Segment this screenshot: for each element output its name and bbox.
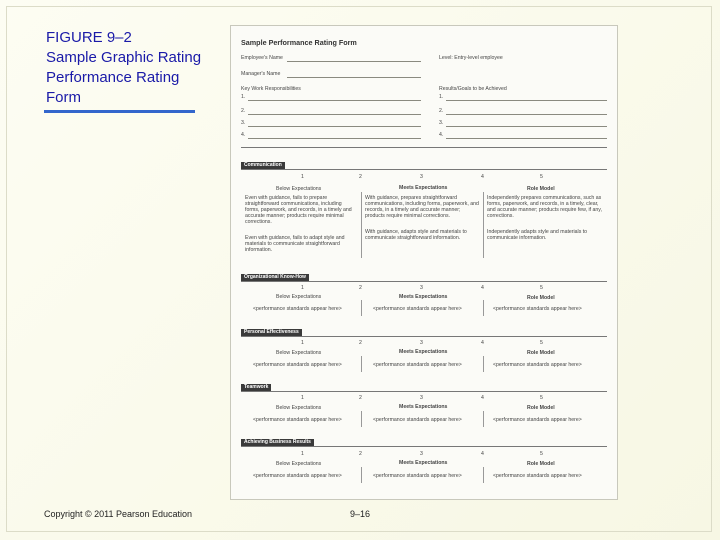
- column-divider: [361, 192, 362, 258]
- responsibility-number: 4.: [241, 132, 246, 138]
- column-meets-expectations: Meets Expectations: [399, 294, 448, 300]
- standards-placeholder: <performance standards appear here>: [253, 306, 342, 312]
- column-meets-expectations: Meets Expectations: [399, 185, 448, 191]
- scale-3: 3: [420, 451, 423, 457]
- figure-number: FIGURE 9–2: [46, 29, 132, 46]
- result-number: 2.: [439, 108, 444, 114]
- responsibility-line: [248, 100, 421, 101]
- scale-5: 5: [540, 285, 543, 291]
- column-divider: [361, 300, 362, 316]
- column-divider: [361, 467, 362, 483]
- section-organizational-know-how: Organizational Know-How: [241, 274, 309, 281]
- scale-5: 5: [540, 451, 543, 457]
- standards-placeholder: <performance standards appear here>: [373, 417, 462, 423]
- column-divider: [483, 300, 484, 316]
- section-achieving-business-results: Achieving Business Results: [241, 439, 314, 446]
- column-divider: [483, 467, 484, 483]
- scale-5: 5: [540, 174, 543, 180]
- page-number: 9–16: [350, 509, 371, 519]
- column-below-expectations: Below Expectations: [276, 294, 322, 300]
- standards-placeholder: <performance standards appear here>: [373, 306, 462, 312]
- result-line: [446, 126, 607, 127]
- column-meets-expectations: Meets Expectations: [399, 404, 448, 410]
- communication-meets-text: With guidance, adapts style and materials to communicate straightforward information.: [365, 229, 467, 241]
- employee-name-label: Employee's Name: [241, 55, 283, 61]
- section-rule: [241, 391, 607, 392]
- result-line: [446, 138, 607, 139]
- section-teamwork: Teamwork: [241, 384, 271, 391]
- scale-5: 5: [540, 395, 543, 401]
- column-role-model: Role Model: [527, 295, 555, 301]
- column-below-expectations: Below Expectations: [276, 186, 322, 192]
- key-work-label: Key Work Responsibilities: [241, 86, 301, 92]
- responsibility-number: 2.: [241, 108, 246, 114]
- column-divider: [361, 356, 362, 372]
- result-number: 1.: [439, 94, 444, 100]
- column-meets-expectations: Meets Expectations: [399, 349, 448, 355]
- performance-rating-form: [230, 25, 618, 500]
- scale-4: 4: [481, 340, 484, 346]
- column-role-model: Role Model: [527, 350, 555, 356]
- standards-placeholder: <performance standards appear here>: [253, 473, 342, 479]
- result-line: [446, 100, 607, 101]
- column-below-expectations: Below Expectations: [276, 461, 322, 467]
- standards-placeholder: <performance standards appear here>: [493, 306, 582, 312]
- column-divider: [483, 356, 484, 372]
- section-personal-effectiveness: Personal Effectiveness: [241, 329, 302, 336]
- scale-2: 2: [359, 451, 362, 457]
- column-divider: [361, 411, 362, 427]
- scale-4: 4: [481, 174, 484, 180]
- responsibility-line: [248, 138, 421, 139]
- form-title: Sample Performance Rating Form: [241, 38, 357, 47]
- scale-1: 1: [301, 174, 304, 180]
- responsibility-line: [248, 126, 421, 127]
- result-number: 3.: [439, 120, 444, 126]
- communication-meets-text: With guidance, prepares straightforward communications, including forms, paperwork, and records, in a timely and accurate manner; products require minimal corrections.: [365, 195, 479, 219]
- communication-below-text: Even with guidance, fails to adapt style and materials to communicate straightforward information.: [245, 235, 345, 253]
- employee-name-line: [287, 61, 421, 62]
- level-label: Level: Entry-level employee: [439, 55, 503, 61]
- scale-1: 1: [301, 451, 304, 457]
- section-rule: [241, 281, 607, 282]
- communication-role-model-text: Independently adapts style and materials to communicate information.: [487, 229, 588, 241]
- column-role-model: Role Model: [527, 405, 555, 411]
- column-divider: [483, 411, 484, 427]
- standards-placeholder: <performance standards appear here>: [253, 417, 342, 423]
- figure-title: [46, 28, 216, 108]
- responsibility-number: 3.: [241, 120, 246, 126]
- scale-4: 4: [481, 451, 484, 457]
- section-rule: [241, 336, 607, 337]
- manager-name-line: [287, 77, 421, 78]
- column-meets-expectations: Meets Expectations: [399, 460, 448, 466]
- column-role-model: Role Model: [527, 186, 555, 192]
- scale-4: 4: [481, 285, 484, 291]
- column-below-expectations: Below Expectations: [276, 350, 322, 356]
- section-rule: [241, 446, 607, 447]
- title-underline: [44, 110, 195, 113]
- figure-caption: Sample Graphic Rating Performance Rating Form: [46, 49, 202, 106]
- standards-placeholder: <performance standards appear here>: [493, 362, 582, 368]
- communication-below-text: Even with guidance, fails to prepare straightforward communications, including forms, paperwork, and records, in a timely and accurate manner; products require minimal corrections.: [245, 195, 352, 225]
- result-line: [446, 114, 607, 115]
- scale-3: 3: [420, 395, 423, 401]
- section-communication: Communication: [241, 162, 285, 169]
- standards-placeholder: <performance standards appear here>: [493, 417, 582, 423]
- manager-name-label: Manager's Name: [241, 71, 281, 77]
- scale-2: 2: [359, 285, 362, 291]
- scale-2: 2: [359, 340, 362, 346]
- result-number: 4.: [439, 132, 444, 138]
- scale-3: 3: [420, 340, 423, 346]
- standards-placeholder: <performance standards appear here>: [373, 473, 462, 479]
- section-divider: [241, 147, 607, 148]
- standards-placeholder: <performance standards appear here>: [253, 362, 342, 368]
- column-divider: [483, 192, 484, 258]
- communication-role-model-text: Independently prepares communications, such as forms, paperwork, and records, in a timely, clear, and accurate manner; products require few, if any, corrections.: [487, 195, 602, 219]
- column-below-expectations: Below Expectations: [276, 405, 322, 411]
- scale-3: 3: [420, 285, 423, 291]
- copyright-text: Copyright © 2011 Pearson Education: [44, 509, 193, 519]
- column-role-model: Role Model: [527, 461, 555, 467]
- standards-placeholder: <performance standards appear here>: [373, 362, 462, 368]
- scale-1: 1: [301, 395, 304, 401]
- scale-4: 4: [481, 395, 484, 401]
- results-label: Results/Goals to be Achieved: [439, 86, 507, 92]
- scale-5: 5: [540, 340, 543, 346]
- scale-2: 2: [359, 174, 362, 180]
- standards-placeholder: <performance standards appear here>: [493, 473, 582, 479]
- scale-2: 2: [359, 395, 362, 401]
- responsibility-number: 1.: [241, 94, 246, 100]
- scale-1: 1: [301, 285, 304, 291]
- scale-3: 3: [420, 174, 423, 180]
- responsibility-line: [248, 114, 421, 115]
- scale-1: 1: [301, 340, 304, 346]
- section-rule: [241, 169, 607, 170]
